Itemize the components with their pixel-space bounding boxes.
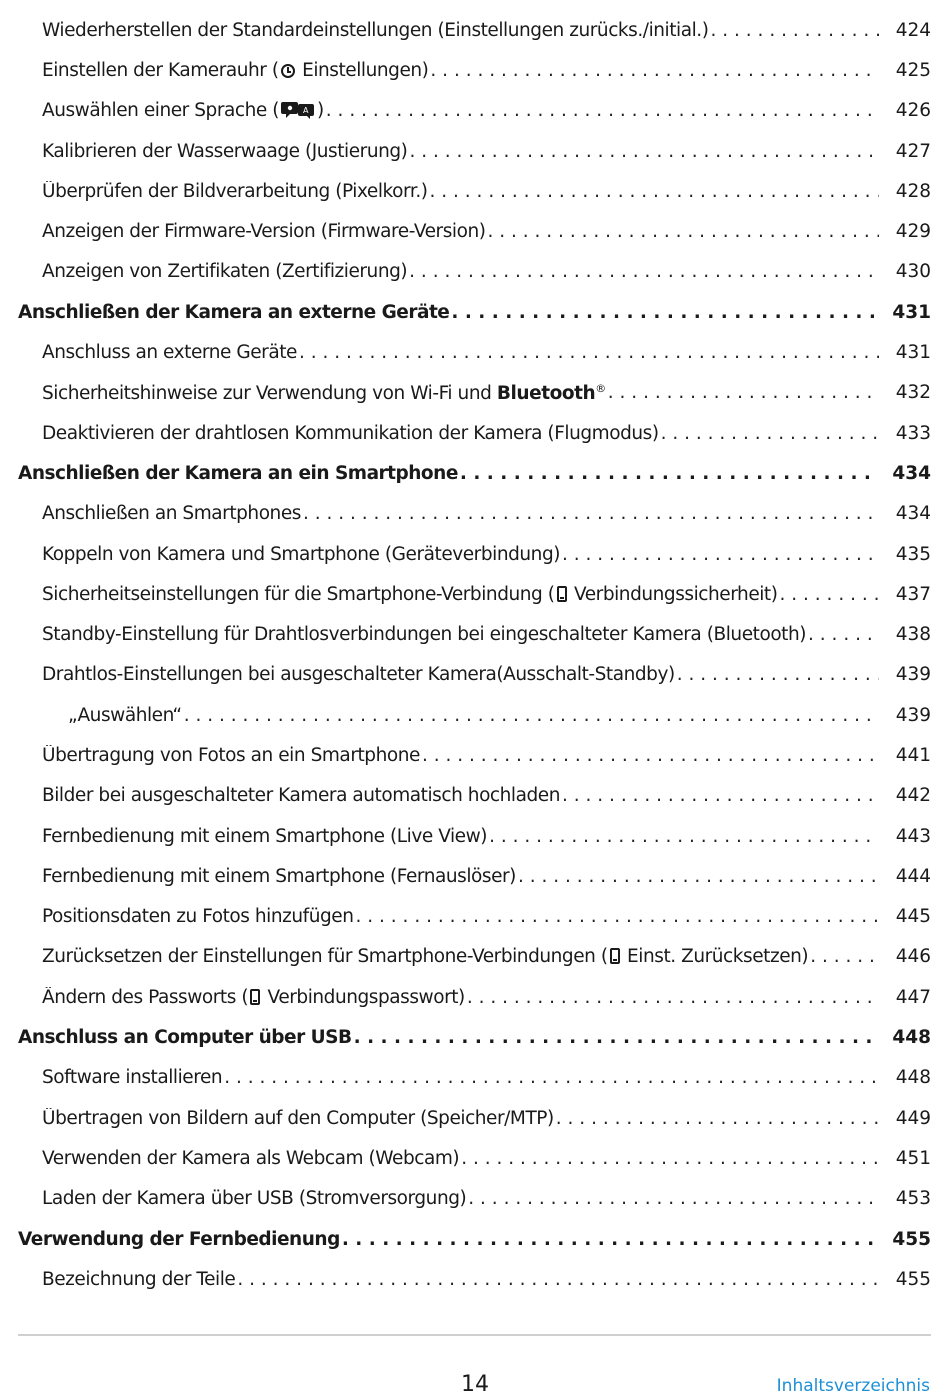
toc-entry xyxy=(0,856,950,896)
toc-entry xyxy=(0,816,950,856)
toc-page-number: 425 xyxy=(895,59,931,81)
toc-entry-label xyxy=(18,302,449,323)
toc-entry-text: Verwendung der Fernbedienung xyxy=(18,1228,340,1250)
toc-page-number: 439 xyxy=(895,664,931,686)
toc-link-verwendung-der-fernbedienung[interactable] xyxy=(18,1229,885,1250)
dot-leader xyxy=(556,1108,879,1129)
dot-leader xyxy=(184,705,879,726)
dot-leader xyxy=(677,664,879,685)
toc-page-number: 444 xyxy=(895,865,931,887)
toc-page-number: 455 xyxy=(892,1228,931,1250)
toc-link-standby-einstellung-für-drahtlosverbindu[interactable] xyxy=(42,624,885,645)
toc-entry-text: Anschluss an externe Geräte xyxy=(42,342,297,364)
toc-entry-text: Anschluss an Computer über USB xyxy=(18,1027,352,1049)
toc-page-number: 426 xyxy=(895,100,931,122)
toc-entry-label xyxy=(42,1188,466,1209)
toc-entry xyxy=(0,50,950,90)
toc-page-number: 448 xyxy=(892,1027,931,1049)
toc-link-anschließen-an-smartphones[interactable] xyxy=(42,503,885,524)
dot-leader xyxy=(711,20,879,41)
toc-entry-text: Kalibrieren der Wasserwaage (Justierung) xyxy=(42,140,408,162)
toc-page-number: 439 xyxy=(895,704,931,726)
toc-entry-text: Fernbedienung mit einem Smartphone (Live View) xyxy=(42,825,488,847)
toc-entry-label xyxy=(42,906,354,927)
toc-entry-label xyxy=(42,664,675,685)
table-of-contents xyxy=(0,10,950,1300)
bluetooth-wordmark: Bluetooth xyxy=(496,382,596,404)
toc-entry xyxy=(0,211,950,251)
toc-entry xyxy=(0,1259,950,1299)
toc-page-number: 434 xyxy=(895,503,931,525)
dot-leader xyxy=(810,946,879,967)
toc-link-anschluss-an-computer-über-usb[interactable] xyxy=(18,1027,885,1048)
toc-entry xyxy=(0,695,950,735)
toc-link-anzeigen-von-zertifikaten-zertifizierung[interactable] xyxy=(42,261,885,282)
toc-entry xyxy=(0,1138,950,1178)
toc-link-kalibrieren-der-wasserwaage-justierung[interactable] xyxy=(42,141,885,162)
dot-leader xyxy=(326,100,879,121)
toc-entry-text: Übertragung von Fotos an ein Smartphone xyxy=(42,744,420,766)
toc-entry-label xyxy=(42,584,778,605)
toc-link-deaktivieren-der-drahtlosen-kommunikatio[interactable] xyxy=(42,423,885,444)
toc-entry-text: Anzeigen der Firmware-Version (Firmware-Version) xyxy=(42,221,486,243)
toc-entry xyxy=(0,534,950,574)
dot-leader xyxy=(608,382,879,403)
toc-entry-label xyxy=(42,423,659,444)
toc-page-number: 442 xyxy=(895,785,931,807)
toc-entry-text: Software installieren xyxy=(42,1067,223,1089)
toc-link-fernbedienung-mit-einem-smartphone-live-[interactable] xyxy=(42,826,885,847)
toc-entry-label xyxy=(42,987,465,1008)
language-icon xyxy=(281,101,315,119)
toc-entry-label xyxy=(18,463,458,484)
toc-page-number: 447 xyxy=(895,986,931,1008)
dot-leader xyxy=(409,261,879,282)
toc-entry-text: ) xyxy=(317,100,324,122)
toc-entry-label xyxy=(42,785,560,806)
toc-entry-text: Positionsdaten zu Fotos hinzufügen xyxy=(42,906,354,928)
toc-entry-label xyxy=(42,503,301,524)
toc-entry xyxy=(0,332,950,372)
toc-page-number: 445 xyxy=(895,906,931,928)
toc-page-number: 427 xyxy=(895,140,931,162)
toc-entry xyxy=(0,171,950,211)
toc-page-number: 428 xyxy=(895,180,931,202)
dot-leader xyxy=(467,987,879,1008)
toc-entry-text: Zurücksetzen der Einstellungen für Smartphone-Verbindungen ( xyxy=(42,946,608,968)
toc-entry-text: Übertragen von Bildern auf den Computer (Speicher/MTP) xyxy=(42,1107,554,1129)
toc-entry-text: Drahtlos-Einstellungen bei ausgeschalteter Kamera(Ausschalt-Standby) xyxy=(42,664,675,686)
toc-page-number: 443 xyxy=(895,825,931,847)
toc-link-drahtlos-einstellungen-bei-ausgeschaltet[interactable] xyxy=(42,664,885,685)
toc-entry-text: Koppeln von Kamera und Smartphone (Geräteverbindung) xyxy=(42,543,561,565)
toc-page-number: 451 xyxy=(895,1147,931,1169)
toc-entry-text: Anschließen der Kamera an externe Geräte xyxy=(18,301,450,323)
toc-link-anschluss-an-externe-geräte[interactable] xyxy=(42,342,885,363)
toc-link-auswählen-einer-sprache[interactable] xyxy=(42,100,885,121)
toc-page-number: 430 xyxy=(895,261,931,283)
toc-link-sicherheitshinweise-zur-verwendung-von-w[interactable] xyxy=(42,382,885,404)
page-number: 14 xyxy=(461,1372,489,1397)
toc-page-number: 453 xyxy=(895,1188,931,1210)
toc-entry-text: Überprüfen der Bildverarbeitung (Pixelkorr.) xyxy=(42,180,428,202)
toc-entry xyxy=(0,1058,950,1098)
toc-entry-label xyxy=(42,1108,554,1129)
toc-entry-text: Einst. Zurücksetzen) xyxy=(621,946,809,968)
toc-page-number: 431 xyxy=(895,342,931,364)
toc-entry-text: Auswählen einer Sprache ( xyxy=(42,100,280,122)
toc-entry-text: Bilder bei ausgeschalteter Kamera automatisch hochladen xyxy=(42,785,561,807)
dot-leader xyxy=(518,866,879,887)
toc-entry-text: Sicherheitseinstellungen für die Smartphone-Verbindung ( xyxy=(42,583,555,605)
dot-leader xyxy=(342,1229,879,1250)
toc-entry-label xyxy=(18,1027,352,1048)
toc-page-number: 446 xyxy=(895,946,931,968)
svg-text:A: A xyxy=(303,106,309,116)
toc-entry xyxy=(0,494,950,534)
toc-entry-label xyxy=(18,1229,340,1250)
toc-entry-label xyxy=(42,624,806,645)
toc-entry-label xyxy=(42,544,560,565)
toc-link-übertragen-von-bildern-auf-den-computer-[interactable] xyxy=(42,1108,885,1129)
toc-link-bezeichnung-der-teile[interactable] xyxy=(42,1269,885,1290)
toc-entry xyxy=(0,413,950,453)
toc-entry-text: Sicherheitshinweise zur Verwendung von Wi-Fi und xyxy=(42,382,497,404)
toc-page-number: 455 xyxy=(895,1268,931,1290)
toc-entry xyxy=(0,735,950,775)
dot-leader xyxy=(422,745,879,766)
toc-section-heading xyxy=(0,292,950,332)
phone-icon xyxy=(250,989,260,1005)
toc-link[interactable]: Inhaltsverzeichnis xyxy=(776,1376,930,1396)
toc-entry-text: Verbindungspasswort) xyxy=(262,986,465,1008)
toc-page-number: 448 xyxy=(895,1067,931,1089)
toc-link-einstellen-der-kamerauhr[interactable] xyxy=(42,60,885,81)
phone-icon xyxy=(557,586,567,602)
dot-leader xyxy=(562,785,879,806)
toc-entry xyxy=(0,897,950,937)
toc-section-heading xyxy=(0,1017,950,1057)
toc-entry-text: Laden der Kamera über USB (Stromversorgung) xyxy=(42,1188,467,1210)
toc-entry-text: Bezeichnung der Teile xyxy=(42,1268,236,1290)
toc-entry xyxy=(0,252,950,292)
toc-entry xyxy=(0,977,950,1017)
toc-link-zurücksetzen-der-einstellungen-für-smart[interactable] xyxy=(42,946,885,967)
dot-leader xyxy=(224,1067,879,1088)
toc-page-number: 429 xyxy=(895,221,931,243)
dot-leader xyxy=(356,906,879,927)
toc-link-anschließen-der-kamera-an-externe-geräte[interactable] xyxy=(18,302,885,323)
toc-page-number: 434 xyxy=(892,462,931,484)
toc-link-positionsdaten-zu-fotos-hinzufügen[interactable] xyxy=(42,906,885,927)
dot-leader xyxy=(460,463,879,484)
toc-entry-text: Verwenden der Kamera als Webcam (Webcam) xyxy=(42,1147,460,1169)
toc-link-verwenden-der-kamera-als-webcam-webcam[interactable] xyxy=(42,1148,885,1169)
toc-entry xyxy=(0,937,950,977)
toc-entry xyxy=(0,655,950,695)
dot-leader xyxy=(354,1027,879,1048)
toc-entry-label xyxy=(42,1067,222,1088)
toc-entry xyxy=(0,614,950,654)
dot-leader xyxy=(461,1148,879,1169)
toc-entry-label xyxy=(42,866,516,887)
toc-page-number: 449 xyxy=(895,1107,931,1129)
dot-leader xyxy=(562,544,879,565)
phone-icon xyxy=(610,948,620,964)
dot-leader xyxy=(409,141,879,162)
toc-entry-text: Einstellungen) xyxy=(296,59,429,81)
toc-entry-text: Verbindungssicherheit) xyxy=(568,583,778,605)
toc-entry-text: Wiederherstellen der Standardeinstellungen (Einstellungen zurücks./initial.) xyxy=(42,19,709,41)
toc-entry-text: Ändern des Passworts ( xyxy=(42,986,249,1008)
toc-link-ändern-des-passworts[interactable] xyxy=(42,987,885,1008)
toc-entry xyxy=(0,1179,950,1219)
toc-page-number: 437 xyxy=(895,583,931,605)
toc-link-bilder-bei-ausgeschalteter-kamera-automa[interactable] xyxy=(42,785,885,806)
toc-entry-text: Anzeigen von Zertifikaten (Zertifizierung) xyxy=(42,261,408,283)
toc-entry xyxy=(0,373,950,413)
dot-leader xyxy=(489,826,879,847)
toc-page-number: 441 xyxy=(895,744,931,766)
toc-link-anzeigen-der-firmware-version-firmware-v[interactable] xyxy=(42,221,885,242)
toc-entry-text: Standby-Einstellung für Drahtlosverbindungen bei eingeschalteter Kamera (Bluetooth) xyxy=(42,624,807,646)
toc-entry-label xyxy=(42,221,485,242)
toc-page-number: 433 xyxy=(895,422,931,444)
toc-link-laden-der-kamera-über-usb-stromversorgun[interactable] xyxy=(42,1188,885,1209)
toc-entry-label xyxy=(42,261,407,282)
toc-entry-text: Einstellen der Kamerauhr ( xyxy=(42,59,279,81)
toc-link-übertragung-von-fotos-an-ein-smartphone[interactable] xyxy=(42,745,885,766)
toc-page-number: 435 xyxy=(895,543,931,565)
registered-mark: ® xyxy=(595,381,606,395)
toc-entry-label xyxy=(42,60,428,81)
toc-entry-text: Anschließen der Kamera an ein Smartphone xyxy=(18,462,458,484)
toc-link-fernbedienung-mit-einem-smartphone-ferna[interactable] xyxy=(42,866,885,887)
toc-section-heading xyxy=(0,453,950,493)
toc-entry xyxy=(0,776,950,816)
toc-entry-label xyxy=(42,745,420,766)
dot-leader xyxy=(451,302,879,323)
dot-leader xyxy=(780,584,879,605)
dot-leader xyxy=(430,181,879,202)
toc-entry-label xyxy=(42,181,428,202)
dot-leader xyxy=(237,1269,879,1290)
toc-entry xyxy=(0,91,950,131)
toc-link-überprüfen-der-bildverarbeitung-pixelkor[interactable] xyxy=(42,181,885,202)
toc-entry-text: Deaktivieren der drahtlosen Kommunikation der Kamera (Flugmodus) xyxy=(42,422,659,444)
toc-entry-text: Anschließen an Smartphones xyxy=(42,503,301,525)
dot-leader xyxy=(299,342,879,363)
dot-leader xyxy=(487,221,879,242)
dot-leader xyxy=(468,1188,879,1209)
toc-page-number: 432 xyxy=(895,382,931,404)
toc-entry-text: Fernbedienung mit einem Smartphone (Fernauslöser) xyxy=(42,865,516,887)
dot-leader xyxy=(430,60,879,81)
toc-page-number: 424 xyxy=(895,19,931,41)
toc-entry xyxy=(0,574,950,614)
toc-entry xyxy=(0,10,950,50)
toc-page-number: 438 xyxy=(895,624,931,646)
toc-entry xyxy=(0,131,950,171)
toc-entry-label xyxy=(42,141,407,162)
toc-entry-label xyxy=(42,946,808,967)
toc-entry-text: „Auswählen“ xyxy=(68,704,182,726)
dot-leader xyxy=(303,503,879,524)
toc-link-wiederherstellen-der-standardeinstellung[interactable] xyxy=(42,20,885,41)
clock-icon xyxy=(281,64,295,78)
toc-entry-label xyxy=(42,1148,459,1169)
toc-link-sicherheitseinstellungen-für-die-smartph[interactable] xyxy=(42,584,885,605)
footer-divider xyxy=(18,1334,931,1336)
toc-link-anschließen-der-kamera-an-ein-smartphone[interactable] xyxy=(18,463,885,484)
toc-entry-label xyxy=(68,705,182,726)
toc-entry-label xyxy=(42,1269,235,1290)
toc-link-software-installieren[interactable] xyxy=(42,1067,885,1088)
toc-entry-label xyxy=(42,342,297,363)
toc-page-number: 431 xyxy=(892,301,931,323)
dot-leader xyxy=(661,423,879,444)
toc-link-koppeln-von-kamera-und-smartphone-geräte[interactable] xyxy=(42,544,885,565)
toc-entry-label xyxy=(42,382,606,404)
toc-section-heading xyxy=(0,1219,950,1259)
dot-leader xyxy=(808,624,879,645)
toc-entry-label xyxy=(42,20,709,41)
toc-entry-label xyxy=(42,826,487,847)
toc-entry-label xyxy=(42,100,324,121)
toc-entry xyxy=(0,1098,950,1138)
toc-link-auswählen[interactable] xyxy=(68,705,885,726)
